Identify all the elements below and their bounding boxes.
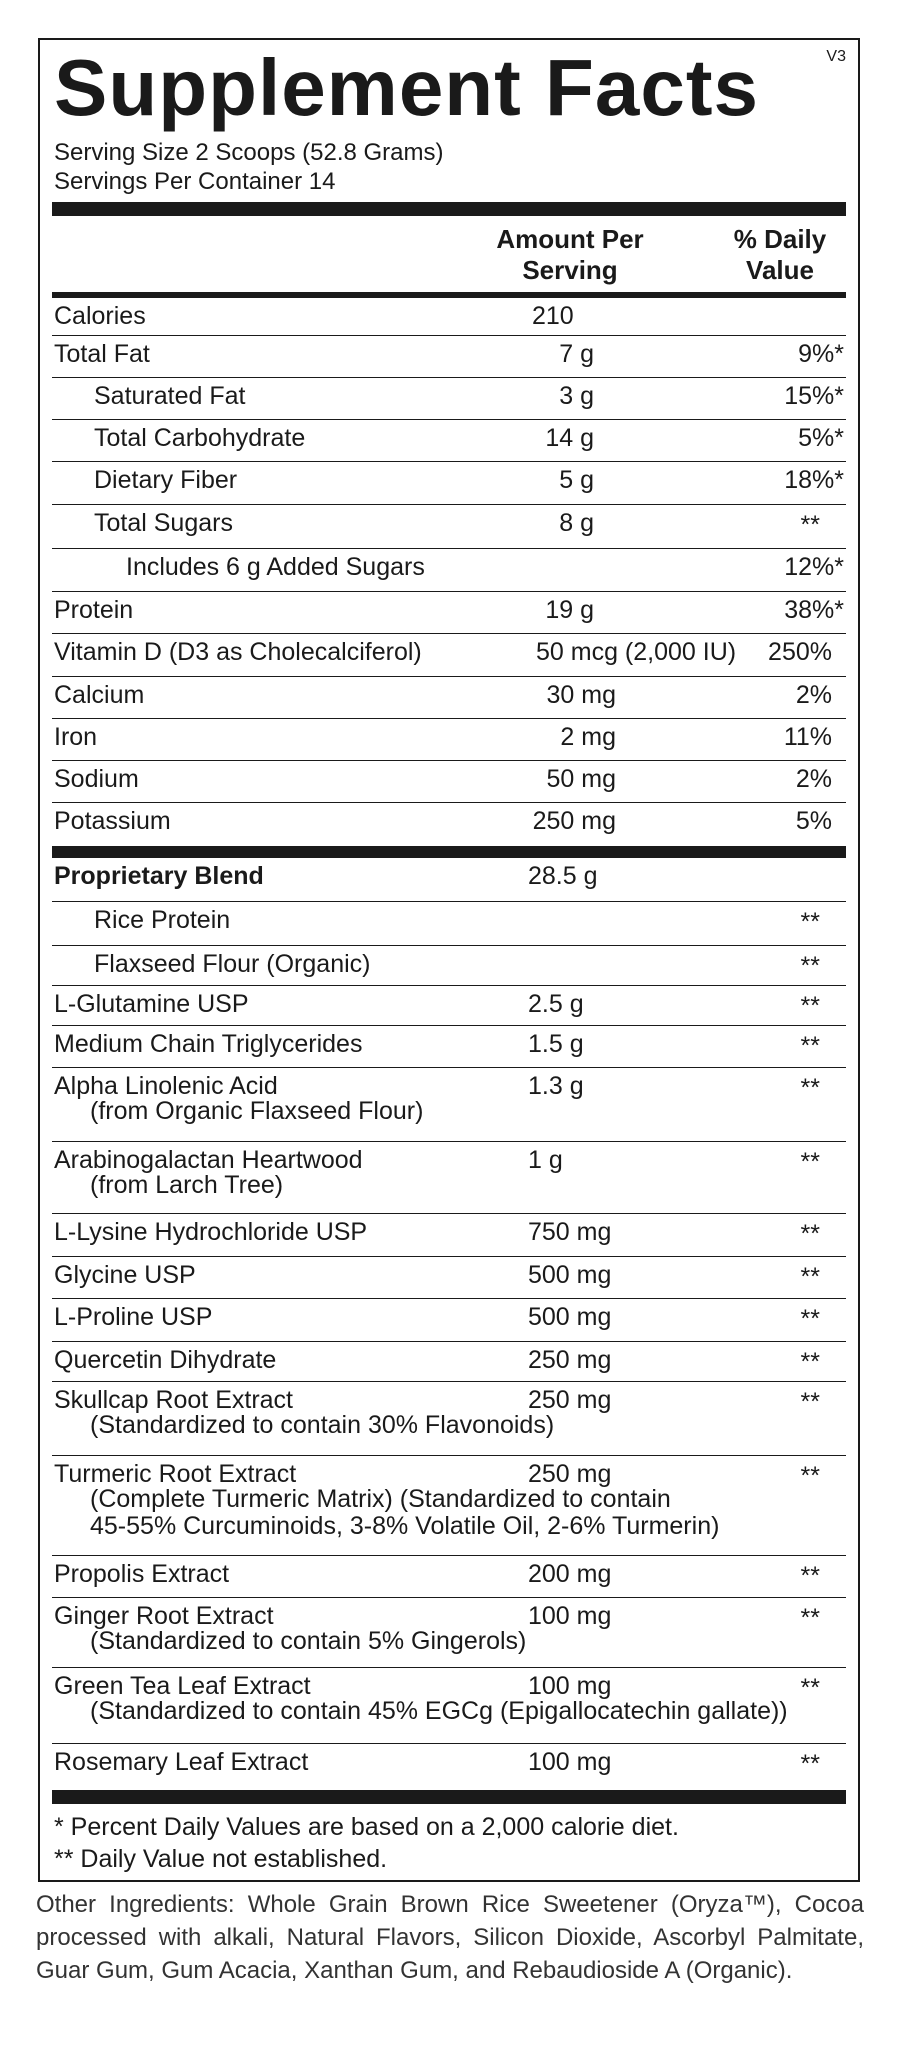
ingredient-name: Propolis Extract bbox=[54, 1560, 230, 1588]
blend-row bbox=[52, 1598, 846, 1668]
percent-daily-value: ** bbox=[800, 992, 820, 1020]
dv-header-line2: Value bbox=[746, 255, 814, 285]
nutrient-row bbox=[52, 462, 846, 505]
percent-daily-value: ** bbox=[800, 1074, 820, 1102]
nutrient-row bbox=[52, 803, 846, 845]
ingredient-name: Rosemary Leaf Extract bbox=[54, 1748, 309, 1776]
percent-daily-value: 12%* bbox=[784, 553, 844, 581]
nutrient-name: Total Fat bbox=[54, 340, 150, 368]
servings-per-container: Servings Per Container 14 bbox=[54, 168, 336, 195]
serving-size: Serving Size 2 Scoops (52.8 Grams) bbox=[54, 139, 444, 166]
footnote-percent-dv: * Percent Daily Values are based on a 2,000 calorie diet. bbox=[54, 1813, 679, 1841]
ingredient-name: Alpha Linolenic Acid bbox=[54, 1072, 278, 1100]
percent-daily-value: 5%* bbox=[798, 424, 844, 452]
percent-daily-value: ** bbox=[800, 1462, 820, 1490]
nutrient-row bbox=[52, 677, 846, 719]
amount-per-serving: 200 mg bbox=[528, 1560, 612, 1588]
nutrient-row bbox=[52, 549, 846, 592]
ingredient-name: L-Lysine Hydrochloride USP bbox=[54, 1218, 368, 1246]
amount-per-serving: 2 mg bbox=[560, 723, 616, 751]
percent-daily-value: ** bbox=[800, 1032, 820, 1060]
ingredient-detail-line2: 45-55% Curcuminoids, 3-8% Volatile Oil, 2-6% Turmerin) bbox=[90, 1512, 720, 1540]
percent-daily-value: 250% bbox=[768, 638, 832, 666]
percent-daily-value: ** bbox=[800, 1305, 820, 1333]
nutrient-name: Total Sugars bbox=[94, 509, 233, 537]
nutrient-row bbox=[52, 761, 846, 803]
blend-row bbox=[52, 1142, 846, 1214]
amount-per-serving: 1.3 g bbox=[528, 1072, 584, 1100]
nutrient-name: Protein bbox=[54, 596, 134, 624]
nutrient-name: Vitamin D (D3 as Cholecalciferol) bbox=[54, 638, 422, 666]
percent-daily-value: ** bbox=[800, 1674, 820, 1702]
amount-per-serving: 750 mg bbox=[528, 1218, 612, 1246]
percent-daily-value: 11% bbox=[783, 723, 832, 751]
thick-divider-top bbox=[52, 202, 846, 216]
ingredient-detail: (Standardized to contain 30% Flavonoids) bbox=[90, 1411, 555, 1439]
blend-row bbox=[52, 1382, 846, 1456]
amount-per-serving: 2.5 g bbox=[528, 990, 584, 1018]
amount-header-line2: Serving bbox=[522, 255, 618, 285]
blend-row bbox=[52, 902, 846, 946]
amount-per-serving: 50 mcg (2,000 IU) bbox=[536, 638, 737, 666]
percent-daily-value: ** bbox=[800, 511, 820, 539]
footnote-dv-not-established: ** Daily Value not established. bbox=[54, 1845, 388, 1873]
amount-per-serving: 28.5 g bbox=[528, 862, 598, 890]
percent-daily-value: ** bbox=[800, 908, 820, 936]
ingredient-detail: (Standardized to contain 5% Gingerols) bbox=[90, 1627, 527, 1655]
amount-per-serving: 100 mg bbox=[528, 1672, 612, 1700]
percent-daily-value: 2% bbox=[795, 765, 832, 793]
ingredient-name: Green Tea Leaf Extract bbox=[54, 1672, 311, 1700]
nutrient-name: Potassium bbox=[54, 807, 171, 835]
nutrient-row bbox=[52, 719, 846, 761]
amount-per-serving: 1 g bbox=[528, 1146, 563, 1174]
amount-per-serving: 100 mg bbox=[528, 1602, 612, 1630]
ingredient-name: Rice Protein bbox=[94, 906, 231, 934]
percent-daily-value: ** bbox=[800, 1348, 820, 1376]
ingredient-name: Proprietary Blend bbox=[54, 862, 264, 890]
amount-per-serving: 210 bbox=[532, 302, 574, 330]
percent-daily-value: 18%* bbox=[784, 466, 844, 494]
ingredient-name: Glycine USP bbox=[54, 1261, 196, 1289]
blend-row bbox=[52, 1744, 846, 1790]
blend-row bbox=[52, 986, 846, 1026]
nutrient-row bbox=[52, 378, 846, 420]
nutrient-row bbox=[52, 505, 846, 549]
version-label: V3 bbox=[826, 48, 846, 65]
nutrient-row bbox=[52, 592, 846, 634]
blend-row bbox=[52, 858, 846, 902]
amount-per-serving: 1.5 g bbox=[528, 1030, 584, 1058]
amount-per-serving: 250 mg bbox=[528, 1346, 612, 1374]
nutrient-row bbox=[52, 634, 846, 677]
nutrient-name: Calories bbox=[54, 302, 146, 330]
blend-row bbox=[52, 1068, 846, 1142]
ingredient-name: Arabinogalactan Heartwood bbox=[54, 1146, 363, 1174]
amount-per-serving: 500 mg bbox=[528, 1261, 612, 1289]
ingredient-name: Ginger Root Extract bbox=[54, 1602, 274, 1630]
nutrient-row bbox=[52, 298, 846, 336]
amount-per-serving: 5 g bbox=[559, 466, 594, 494]
amount-header-line1: Amount Per bbox=[496, 224, 644, 254]
amount-per-serving: 7 g bbox=[559, 340, 594, 368]
blend-row bbox=[52, 1668, 846, 1744]
amount-per-serving: 500 mg bbox=[528, 1303, 612, 1331]
ingredient-detail: (from Larch Tree) bbox=[90, 1171, 284, 1199]
nutrient-name: Total Carbohydrate bbox=[94, 424, 306, 452]
percent-daily-value: ** bbox=[800, 1388, 820, 1416]
percent-daily-value: 15%* bbox=[784, 382, 844, 410]
blend-row bbox=[52, 1299, 846, 1342]
other-ingredients: Other Ingredients: Whole Grain Brown Rice Sweetener (Oryza™), Cocoa processed with alkali, Natural Flavors, Silicon Dioxide, Ascorbyl Palmitate, Guar Gum, Gum Acacia, Xanthan Gum, and Rebaudioside A (Organic). bbox=[36, 1891, 864, 1984]
ingredient-name: L-Proline USP bbox=[54, 1303, 213, 1331]
percent-daily-value: ** bbox=[800, 1604, 820, 1632]
amount-per-serving: 30 mg bbox=[546, 681, 616, 709]
amount-per-serving: 250 mg bbox=[528, 1460, 612, 1488]
ingredient-name: Medium Chain Triglycerides bbox=[54, 1030, 363, 1058]
blend-row bbox=[52, 1556, 846, 1598]
amount-per-serving: 250 mg bbox=[532, 807, 616, 835]
nutrient-name: Sodium bbox=[54, 765, 139, 793]
amount-per-serving: 19 g bbox=[545, 596, 594, 624]
blend-row bbox=[52, 1026, 846, 1068]
percent-daily-value: ** bbox=[800, 952, 820, 980]
amount-per-serving: 250 mg bbox=[528, 1386, 612, 1414]
percent-daily-value: 2% bbox=[795, 681, 832, 709]
blend-row bbox=[52, 1342, 846, 1382]
dv-header-line1: % Daily bbox=[733, 224, 827, 254]
nutrient-name: Iron bbox=[54, 723, 98, 751]
percent-daily-value: 38%* bbox=[784, 596, 844, 624]
ingredient-name: Turmeric Root Extract bbox=[54, 1460, 297, 1488]
amount-per-serving: 100 mg bbox=[528, 1748, 612, 1776]
nutrient-row bbox=[52, 420, 846, 462]
percent-daily-value: ** bbox=[800, 1148, 820, 1176]
ingredient-detail: (from Organic Flaxseed Flour) bbox=[90, 1097, 424, 1125]
percent-daily-value: 9%* bbox=[798, 340, 844, 368]
blend-row bbox=[52, 1257, 846, 1299]
nutrient-name: Calcium bbox=[54, 681, 145, 709]
percent-daily-value: ** bbox=[800, 1263, 820, 1291]
percent-daily-value: 5% bbox=[795, 807, 832, 835]
blend-row bbox=[52, 1214, 846, 1257]
nutrient-name: Saturated Fat bbox=[94, 382, 246, 410]
nutrient-name: Dietary Fiber bbox=[94, 466, 238, 494]
blend-row bbox=[52, 946, 846, 986]
panel-title: Supplement Facts bbox=[54, 43, 760, 132]
nutrient-name: Includes 6 g Added Sugars bbox=[126, 553, 425, 581]
amount-per-serving: 8 g bbox=[559, 509, 594, 537]
nutrient-row bbox=[52, 336, 846, 378]
amount-per-serving: 3 g bbox=[559, 382, 594, 410]
ingredient-name: Flaxseed Flour (Organic) bbox=[94, 950, 371, 978]
percent-daily-value: ** bbox=[800, 1220, 820, 1248]
ingredient-name: L-Glutamine USP bbox=[54, 990, 249, 1018]
ingredient-detail: (Complete Turmeric Matrix) (Standardized to contain bbox=[90, 1485, 671, 1513]
ingredient-detail: (Standardized to contain 45% EGCg (Epigallocatechin gallate)) bbox=[90, 1697, 788, 1725]
serving-info bbox=[54, 138, 444, 196]
amount-per-serving: 14 g bbox=[545, 424, 594, 452]
ingredient-name: Quercetin Dihydrate bbox=[54, 1346, 277, 1374]
percent-daily-value: ** bbox=[800, 1750, 820, 1778]
amount-per-serving: 50 mg bbox=[546, 765, 616, 793]
supplement-facts-panel bbox=[38, 38, 860, 1882]
amount-column-header bbox=[480, 224, 660, 286]
blend-row bbox=[52, 1456, 846, 1556]
thick-divider-blend bbox=[52, 846, 846, 858]
ingredient-name: Skullcap Root Extract bbox=[54, 1386, 293, 1414]
percent-daily-value: ** bbox=[800, 1562, 820, 1590]
dv-column-header bbox=[720, 224, 840, 286]
thick-divider-bottom bbox=[52, 1790, 846, 1804]
